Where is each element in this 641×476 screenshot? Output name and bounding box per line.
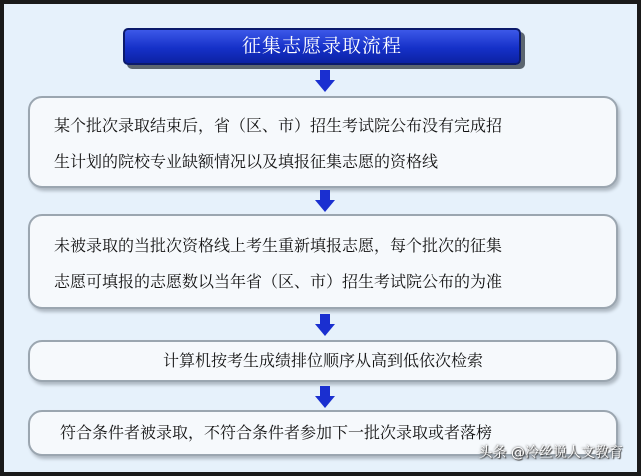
watermark-text: 头条 @冷丝说人文教育: [478, 445, 623, 461]
step-2-line-2: 志愿可填报的志愿数以当年省（区、市）招生考试院公布的为准: [54, 272, 503, 291]
step-2-box: [28, 214, 618, 309]
step-3-box: [28, 340, 618, 382]
step-2-text: [54, 228, 602, 300]
step-2-line-1: 未被录取的当批次资格线上考生重新填报志愿，每个批次的征集: [54, 236, 503, 255]
step-1-line-2: 生计划的院校专业缺额情况以及填报征集志愿的资格线: [54, 152, 439, 171]
down-arrow-icon: [315, 70, 335, 92]
down-arrow-icon: [315, 386, 335, 408]
flowchart-title: 征集志愿录取流程: [123, 28, 521, 65]
step-3-text: 计算机按考生成绩排位顺序从高到低依次检索: [162, 351, 483, 370]
down-arrow-icon: [315, 314, 335, 336]
step-4-text: 符合条件者被录取，不符合条件者参加下一批次录取或者落榜: [60, 423, 493, 442]
down-arrow-icon: [315, 190, 335, 212]
step-1-box: [28, 96, 618, 188]
step-1-line-1: 某个批次录取结束后，省（区、市）招生考试院公布没有完成招: [54, 116, 503, 135]
step-1-text: [54, 108, 602, 180]
